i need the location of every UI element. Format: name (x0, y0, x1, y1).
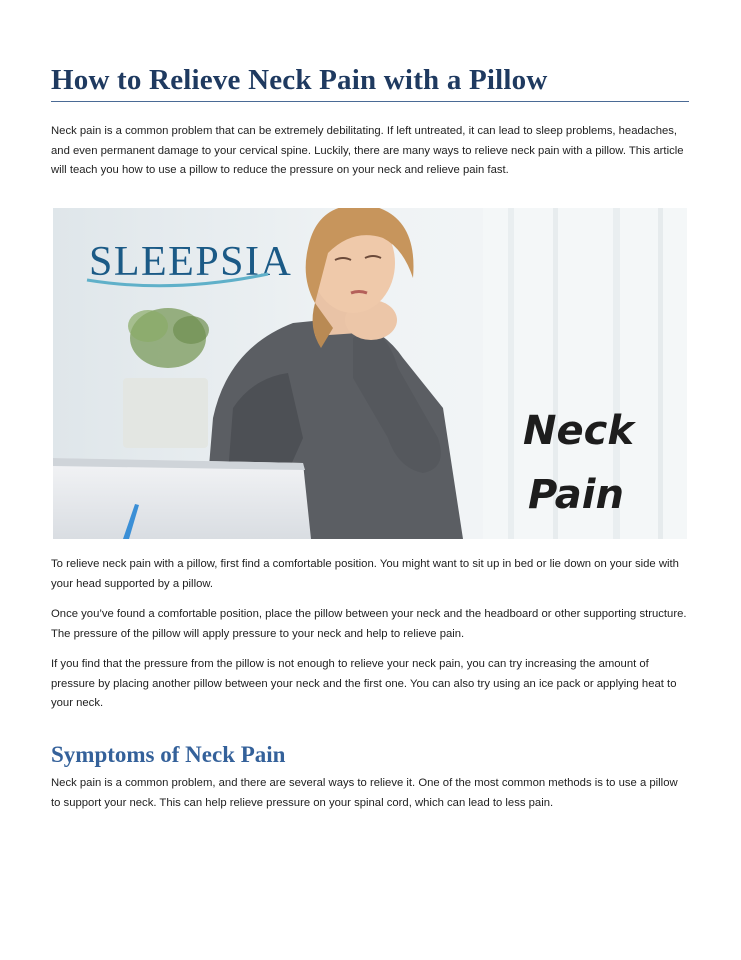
brand-logo: SLEEPSIA (89, 239, 293, 285)
hero-image (53, 208, 687, 539)
intro-paragraph: Neck pain is a common problem that can be extremely debilitating. If left untreated, it can lead to sleep problems, headaches, and even permanent damage to your cervical spine. Luckily, there are many ways to relieve neck pain with a pillow. This article will teach you how to use a pillow to reduce the pressure on your neck and relieve pain fast. (51, 125, 684, 176)
section-paragraph: Neck pain is a common problem, and there are several ways to relieve it. One of the most common methods is to use a pillow to support your neck. This can help relieve pressure on your spinal cord, which can lead to less pain. (51, 777, 678, 809)
image-caption-pain: Pain (528, 472, 624, 518)
image-caption-neck: Neck (523, 408, 634, 454)
title-underline (51, 101, 689, 102)
article-title: How to Relieve Neck Pain with a Pillow (51, 64, 548, 96)
body-paragraph-1: To relieve neck pain with a pillow, first find a comfortable position. You might want to sit up in bed or lie down on your side with your head supported by a pillow. (51, 558, 679, 590)
body-paragraph-2: Once you’ve found a comfortable position, place the pillow between your neck and the headboard or other supporting structure. The pressure of the pillow will apply pressure to your neck and help to relieve pain. (51, 608, 687, 640)
hero-illustration (53, 208, 687, 539)
section-heading: Symptoms of Neck Pain (51, 742, 286, 767)
body-paragraph-3: If you find that the pressure from the pillow is not enough to relieve your neck pain, you can try increasing the amount of pressure by placing another pillow between your neck and the first one. You can also try using an ice pack or applying heat to your neck. (51, 658, 677, 709)
